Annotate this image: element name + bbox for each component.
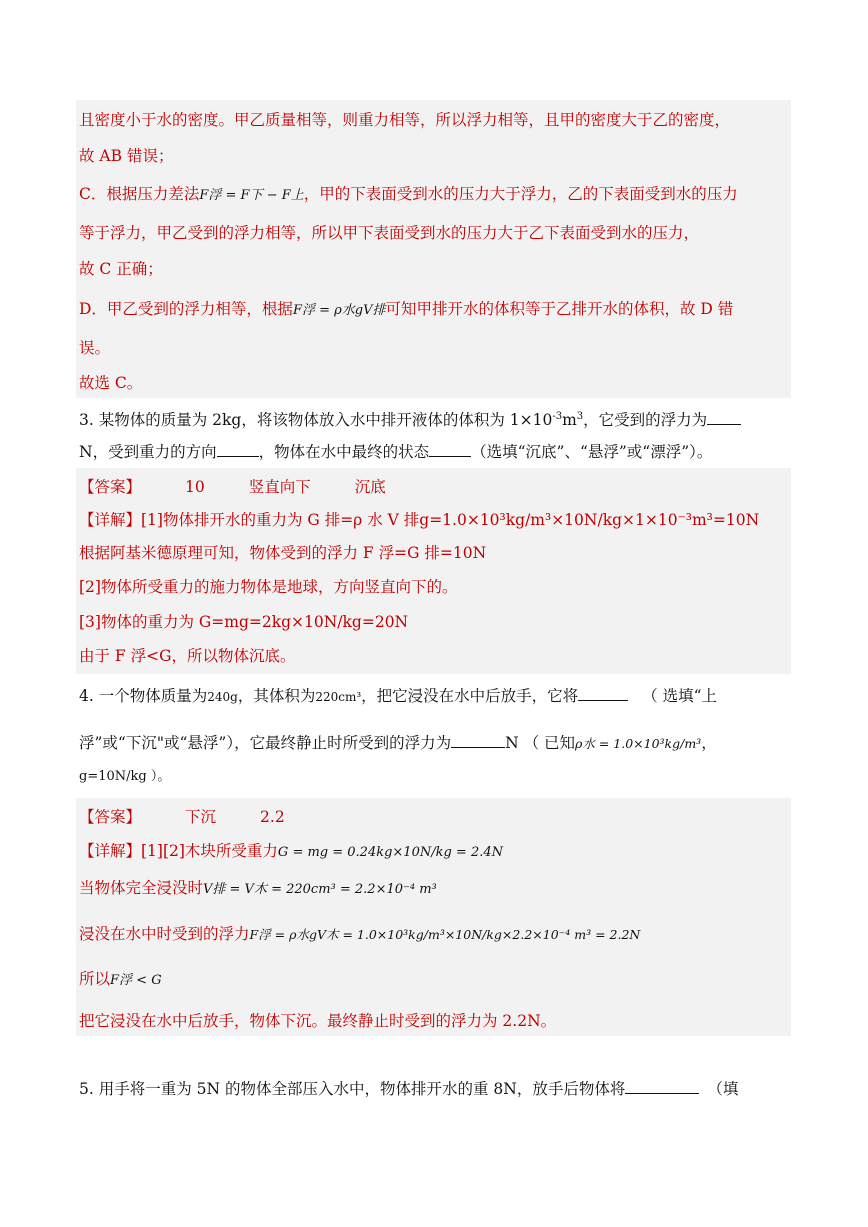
q4-detail-1 xyxy=(79,840,503,864)
q3-detail-1: 【详解】[1]物体排开水的重力为 G 排=ρ 水 V 排g=1.0×10³kg/m³×10N/kg×1×10⁻³m³=10N xyxy=(79,511,760,529)
q4-text-2a: 浮”或“下沉"或“悬浮”），它最终静止时所受到的浮力为 xyxy=(79,734,452,752)
q2-line-2: 故 AB 错误； xyxy=(79,147,174,165)
q3-unit: m xyxy=(562,411,577,429)
q4-volume: 220cm³ xyxy=(315,690,362,704)
q3-text-a: 3. 某物体的质量为 2kg，将该物体放入水中排开液体的体积为 1×10 xyxy=(79,411,553,429)
q4-d2-text: 当物体完全浸没时 xyxy=(79,879,204,897)
q3-text-2c: （选填“沉底”、“悬浮”或“漂浮”）。 xyxy=(471,443,713,461)
pressure-diff-formula: F浮 = F下 − F上 xyxy=(199,188,304,203)
q2-line-6 xyxy=(79,298,733,322)
q3-exp2: 3 xyxy=(576,410,584,422)
answer-label: 【答案】 xyxy=(79,478,142,496)
q4-detail-4 xyxy=(79,968,162,992)
q4-solution-box xyxy=(76,798,791,1036)
q5-question-line-1 xyxy=(79,1078,738,1100)
water-density: ρ水 = 1.0×10³kg/m³ xyxy=(575,736,702,751)
q4-text-2b: N （ 已知 xyxy=(505,734,575,752)
buoyancy-calc: F浮 = ρ水gV木 = 1.0×10³kg/m³×10N/kg×2.2×10⁻⁴ m³ = 2.2N xyxy=(249,927,641,942)
q4-text-2c: ， xyxy=(701,734,717,752)
q4-question-line-2 xyxy=(79,732,717,755)
q4-question-line-1 xyxy=(79,685,717,708)
buoyancy-formula: F浮 = ρ水gV排 xyxy=(292,303,386,318)
q4-text-d: （ 选填“上 xyxy=(642,687,718,705)
q4-question-line-3: g=10N/kg ）。 xyxy=(79,769,171,784)
q3-question-line-2 xyxy=(79,441,712,463)
q5-text-a: 5. 用手将一重为 5N 的物体全部压入水中，物体排开水的重 8N，放手后物体将 xyxy=(79,1080,626,1098)
q2-solution-box xyxy=(76,100,791,398)
q3-answer-2: 竖直向下 xyxy=(248,478,311,496)
q3-blank-3[interactable] xyxy=(429,442,471,457)
q3-text-2b: ，物体在水中最终的状态 xyxy=(258,443,430,461)
q3-detail-2: 根据阿基米德原理可知，物体受到的浮力 F 浮=G 排=10N xyxy=(79,544,487,562)
q4-text-b: ，其体积为 xyxy=(237,687,316,705)
q3-detail-3: [2]物体所受重力的施力物体是地球，方向竖直向下的。 xyxy=(79,578,458,596)
weight-formula: G = mg = 0.24kg×10N/kg = 2.4N xyxy=(277,845,504,860)
q4-text-c: ，把它浸没在水中后放手，它将 xyxy=(361,687,579,705)
q5-blank-1[interactable] xyxy=(625,1079,699,1094)
compare-formula: F浮 < G xyxy=(110,973,162,988)
q3-question-line-1 xyxy=(79,409,741,431)
q3-detail-4: [3]物体的重力为 G=mg=2kg×10N/kg=20N xyxy=(79,613,409,631)
q4-mass: 240g xyxy=(207,690,238,704)
q2-line-7: 误。 xyxy=(79,339,111,357)
q2-line-6a: D．甲乙受到的浮力相等，根据 xyxy=(79,300,293,318)
q4-detail-5: 把它浸没在水中后放手，物体下沉。最终静止时受到的浮力为 2.2N。 xyxy=(79,1012,557,1030)
answer-label: 【答案】 xyxy=(79,808,142,826)
q2-line-5: 故 C 正确； xyxy=(79,260,163,278)
q4-answer-1: 下沉 xyxy=(185,808,217,826)
q4-answer-line xyxy=(79,806,285,828)
q4-d4-text: 所以 xyxy=(79,970,111,988)
q3-text-c: ，它受到的浮力为 xyxy=(583,411,708,429)
q4-blank-2[interactable] xyxy=(451,733,505,748)
q3-solution-box xyxy=(76,468,791,674)
q3-answer-3: 沉底 xyxy=(354,478,386,496)
q2-line-3a: C．根据压力差法 xyxy=(79,185,200,203)
q4-d1-text: 【详解】[1][2]木块所受重力 xyxy=(79,842,278,860)
q3-text-2a: N，受到重力的方向 xyxy=(79,443,217,461)
q5-text-b: （填 xyxy=(707,1080,739,1098)
q3-answer-1: 10 xyxy=(185,478,205,496)
q3-detail-5: 由于 F 浮<G，所以物体沉底。 xyxy=(79,647,296,665)
q2-line-3b: ，甲的下表面受到水的压力大于浮力，乙的下表面受到水的压力 xyxy=(303,185,738,203)
volume-formula: V排 = V木 = 220cm³ = 2.2×10⁻⁴ m³ xyxy=(203,882,437,897)
q4-detail-2 xyxy=(79,877,437,901)
q3-answer-line xyxy=(79,476,386,498)
q2-line-1: 且密度小于水的密度。甲乙质量相等，则重力相等，所以浮力相等，且甲的密度大于乙的密度， xyxy=(79,111,731,129)
q3-exp: -3 xyxy=(552,410,563,422)
q3-blank-2[interactable] xyxy=(217,442,259,457)
q4-blank-1[interactable] xyxy=(578,686,628,701)
q2-line-3 xyxy=(79,183,738,207)
q4-answer-2: 2.2 xyxy=(260,808,285,826)
q4-text-a: 4. 一个物体质量为 xyxy=(79,687,208,705)
q2-line-4: 等于浮力，甲乙受到的浮力相等，所以甲下表面受到水的压力大于乙下表面受到水的压力， xyxy=(79,224,700,242)
q4-detail-3 xyxy=(79,923,640,946)
q2-line-8: 故选 C。 xyxy=(79,374,143,392)
q3-blank-1[interactable] xyxy=(707,410,741,425)
q4-d3-text: 浸没在水中时受到的浮力 xyxy=(79,925,250,943)
q2-line-6b: 可知甲排开水的体积等于乙排开水的体积，故 D 错 xyxy=(385,300,734,318)
